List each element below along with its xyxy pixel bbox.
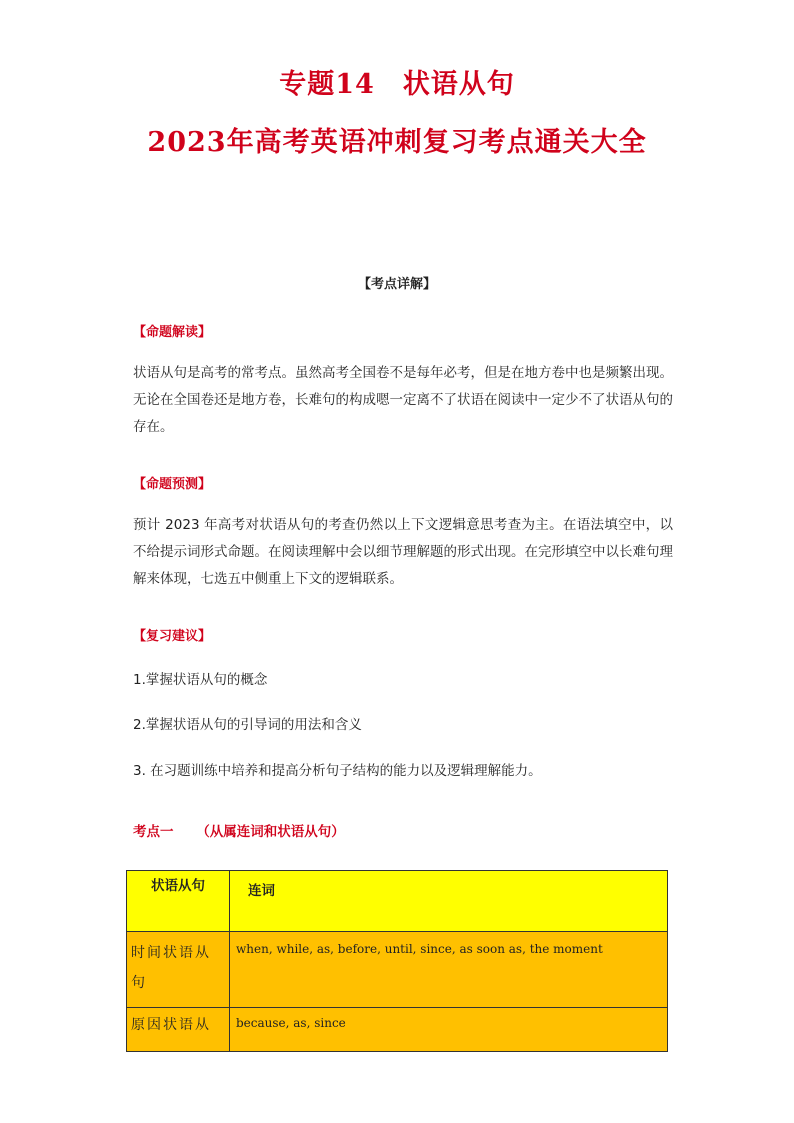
table-header-type: 状语从句 [127,871,230,932]
title-line-1: 专题14 状语从句 [279,69,515,100]
fuxi-item-1: 1.掌握状语从句的概念 [133,672,268,688]
table-cell-conj: because, as, since [230,1008,668,1052]
table-cell-type: 原因状语从 [127,1008,230,1052]
table-row [127,932,668,1008]
mingti-yuce-heading: 【命题预测】 [133,477,212,492]
table-row [127,1008,668,1052]
table-cell-type: 时间状语从句 [127,932,230,1008]
conjunction-table [126,870,668,1052]
mingti-yuce-text: 预计 2023 年高考对状语从句的考查仍然以上下文逻辑意思考查为主。在语法填空中，以不给提示词形式命题。在阅读理解中会以细节理解题的形式出现。在完形填空中以长难句理解来体现，七选五中侧重上下文的逻辑联系。 [133,517,673,587]
table-cell-conj: when, while, as, before, until, since, as soon as, the moment [230,932,668,1008]
fuxi-jianyi-heading: 【复习建议】 [133,629,212,644]
table-header-row [127,871,668,932]
fuxi-item-2: 2.掌握状语从句的引导词的用法和含义 [133,717,362,733]
section-heading: 【考点详解】 [357,277,436,292]
title-line-2: 2023年高考英语冲刺复习考点通关大全 [147,127,647,158]
table-header-conj: 连词 [230,871,668,932]
fuxi-item-3: 3. 在习题训练中培养和提高分析句子结构的能力以及逻辑理解能力。 [133,763,542,779]
mingti-jiedu-heading: 【命题解读】 [133,325,212,340]
kaodian-1-label: 考点一 [133,824,174,840]
kaodian-1-heading [133,820,345,840]
kaodian-1-sub: （从属连词和状语从句） [196,824,345,840]
mingti-jiedu-text: 状语从句是高考的常考点。虽然高考全国卷不是每年必考，但是在地方卷中也是频繁出现。无论在全国卷还是地方卷，长难句的构成嗯一定离不了状语在阅读中一定少不了状语从句的存在。 [133,365,673,435]
